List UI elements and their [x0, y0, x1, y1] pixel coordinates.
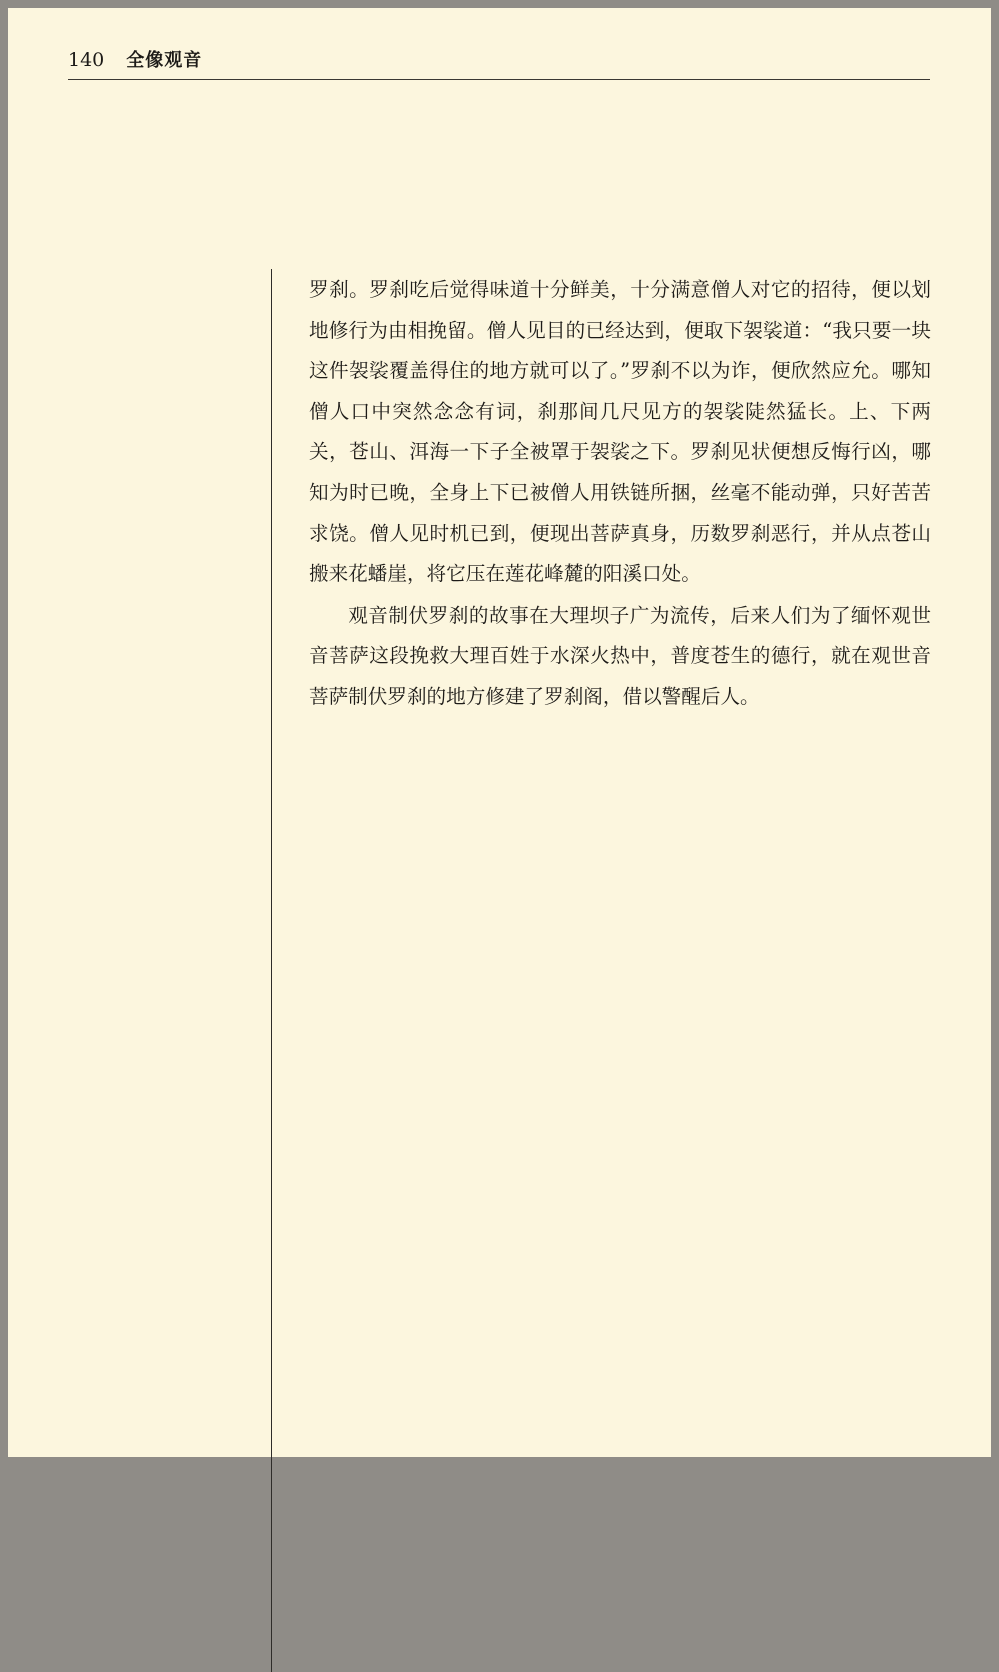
body-text [309, 270, 931, 719]
paragraph-1: 罗刹。罗刹吃后觉得味道十分鲜美，十分满意僧人对它的招待，便以划地修行为由相挽留。僧人见目的已经达到，便取下袈裟道：“我只要一块这件袈裟覆盖得住的地方就可以了。”罗刹不以为诈，便欣然应允。哪知僧人口中突然念念有词，刹那间几尺见方的袈裟陡然猛长。上、下两关，苍山、洱海一下子全被罩于袈裟之下。罗刹见状便想反悔行凶，哪知为时已晚，全身上下已被僧人用铁链所捆，丝毫不能动弹，只好苦苦求饶。僧人见时机已到，便现出菩萨真身，历数罗刹恶行，并从点苍山搬来花蟠崖，将它压在莲花峰麓的阳溪口处。 [309, 278, 931, 586]
margin-rule [271, 269, 272, 1672]
paragraph-2: 观音制伏罗刹的故事在大理坝子广为流传，后来人们为了缅怀观世音菩萨这段挽救大理百姓于水深火热中，普度苍生的德行，就在观世音菩萨制伏罗刹的地方修建了罗刹阁，借以警醒后人。 [309, 603, 931, 708]
book-title: 全像观音 [126, 50, 203, 71]
header-rule [68, 79, 930, 80]
page-number: 140 [68, 49, 105, 71]
running-head [68, 46, 202, 72]
book-page [8, 8, 991, 1457]
